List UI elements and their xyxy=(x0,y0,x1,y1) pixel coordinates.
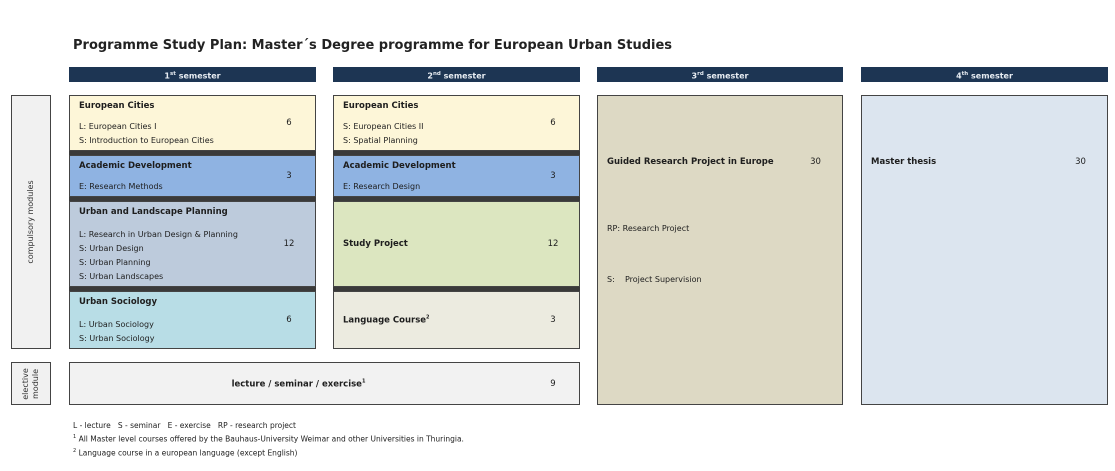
module-master-thesis xyxy=(861,95,1108,405)
module-ects: 30 xyxy=(810,157,821,167)
module-courses xyxy=(79,180,163,194)
module-ects-cell xyxy=(527,202,579,286)
elective-line-1: elective xyxy=(21,367,30,400)
footnote-text: Language course in a european language (except English) xyxy=(76,448,298,458)
module-european-cities-2 xyxy=(333,95,580,151)
elective-module-label xyxy=(11,362,51,405)
semester-number: 4 xyxy=(956,71,962,81)
module-ects-cell xyxy=(263,292,315,348)
semester-label: semester xyxy=(443,71,486,81)
module-elective xyxy=(69,362,580,405)
page-title: Programme Study Plan: Master´s Degree programme for European Urban Studies xyxy=(73,38,673,53)
semester-ordinal: th xyxy=(961,71,969,77)
course-line: L: Research in Urban Design & Planning xyxy=(79,230,238,239)
compulsory-modules-text: compulsory modules xyxy=(26,180,35,264)
course-line: L: European Cities I xyxy=(79,122,157,131)
module-title: Guided Research Project in Europe xyxy=(607,157,774,167)
course-line: E: Research Methods xyxy=(79,182,163,191)
module-ects: 6 xyxy=(286,315,292,325)
module-name-cell xyxy=(70,292,264,348)
footnote-text: All Master level courses offered by the Bauhaus-University Weimar and other Universities in Thuringia. xyxy=(76,434,464,444)
semester-number: 3 xyxy=(691,71,698,81)
module-title-text: lecture / seminar / exercise xyxy=(231,378,362,389)
module-urban-sociology xyxy=(69,291,316,349)
module-name-cell xyxy=(70,156,264,196)
module-name-cell xyxy=(334,156,528,196)
module-name-cell xyxy=(70,96,264,150)
module-ects: 3 xyxy=(550,315,556,325)
course-line: S: Urban Sociology xyxy=(79,334,155,343)
module-title: European Cities xyxy=(343,101,419,111)
course-line: S: Introduction to European Cities xyxy=(79,136,214,145)
footnote-2 xyxy=(73,448,297,458)
module-title: European Cities xyxy=(79,101,155,111)
module-language-course xyxy=(333,291,580,349)
semester-label: semester xyxy=(178,71,221,81)
module-ects-cell xyxy=(263,96,315,150)
module-courses xyxy=(343,120,423,148)
module-title: Urban Sociology xyxy=(79,297,158,307)
module-ects: 12 xyxy=(283,239,295,249)
legend-abbreviations: L - lecture S - seminar E - exercise RP - research project xyxy=(73,421,296,430)
course-line: S: Urban Design xyxy=(79,244,144,253)
course-line: S: Urban Landscapes xyxy=(79,272,164,281)
module-title xyxy=(343,315,430,326)
course-line: E: Research Design xyxy=(343,182,421,191)
course-line: RP: Research Project xyxy=(607,224,690,233)
semester-number: 2 xyxy=(427,71,433,81)
module-ects-cell xyxy=(527,96,579,150)
module-ects: 9 xyxy=(550,378,556,389)
module-ects: 30 xyxy=(1075,157,1086,167)
module-name-cell xyxy=(334,292,528,348)
module-european-cities-1 xyxy=(69,95,316,151)
semester-header-2 xyxy=(333,67,580,82)
footnote-1 xyxy=(73,434,464,444)
module-title: Academic Development xyxy=(79,161,192,171)
module-title: Master thesis xyxy=(871,157,937,167)
semester-label: semester xyxy=(706,71,749,81)
semester-header-1 xyxy=(69,67,316,82)
course-line: S: Spatial Planning xyxy=(343,136,418,145)
module-academic-development-1 xyxy=(69,155,316,197)
module-title: Academic Development xyxy=(343,161,456,171)
footnote-mark: 1 xyxy=(361,378,366,385)
module-title xyxy=(70,378,527,389)
module-title: Study Project xyxy=(343,239,408,249)
module-ects: 6 xyxy=(550,118,556,128)
module-title-text: Language Course xyxy=(343,315,427,326)
module-ects-cell xyxy=(527,156,579,196)
semester-header-4 xyxy=(861,67,1108,82)
module-name-cell xyxy=(70,202,264,286)
module-academic-development-2 xyxy=(333,155,580,197)
semester-header-3 xyxy=(597,67,843,82)
module-courses xyxy=(79,228,238,284)
module-courses xyxy=(607,186,702,322)
semester-label: semester xyxy=(971,71,1013,81)
module-guided-research-project xyxy=(597,95,843,405)
module-ects: 12 xyxy=(547,239,559,249)
module-ects-cell xyxy=(1054,96,1107,404)
course-line: L: Urban Sociology xyxy=(79,320,154,329)
module-courses xyxy=(79,318,154,346)
footnote-mark: 2 xyxy=(426,314,430,321)
compulsory-modules-label xyxy=(11,95,51,349)
module-ects-cell xyxy=(263,156,315,196)
module-urban-landscape-planning xyxy=(69,201,316,287)
footnote-mark: 1 xyxy=(73,434,77,440)
module-title: Urban and Landscape Planning xyxy=(79,207,228,217)
module-study-project xyxy=(333,201,580,287)
module-ects: 3 xyxy=(286,171,292,181)
module-name-cell xyxy=(862,96,1056,404)
module-ects-cell xyxy=(789,96,842,404)
course-line: S: Urban Planning xyxy=(79,258,151,267)
footnote-mark: 2 xyxy=(73,448,77,454)
module-name-cell xyxy=(334,96,528,150)
module-ects-cell xyxy=(527,292,579,348)
module-ects: 6 xyxy=(286,118,292,128)
semester-ordinal: st xyxy=(169,71,176,77)
module-ects-cell xyxy=(263,202,315,286)
elective-module-text xyxy=(21,368,41,399)
module-name-cell xyxy=(598,96,791,404)
module-name-cell xyxy=(334,202,528,286)
module-ects: 3 xyxy=(550,171,556,181)
course-line: S: European Cities II xyxy=(343,122,424,131)
module-courses xyxy=(343,180,420,194)
semester-ordinal: nd xyxy=(433,71,441,77)
elective-line-2: module xyxy=(31,368,40,399)
semester-number: 1 xyxy=(164,71,170,81)
semester-ordinal: rd xyxy=(697,71,704,77)
module-courses xyxy=(79,120,214,148)
module-name-cell xyxy=(70,363,528,404)
module-ects-cell xyxy=(527,363,579,404)
course-line: S: Project Supervision xyxy=(607,275,702,284)
